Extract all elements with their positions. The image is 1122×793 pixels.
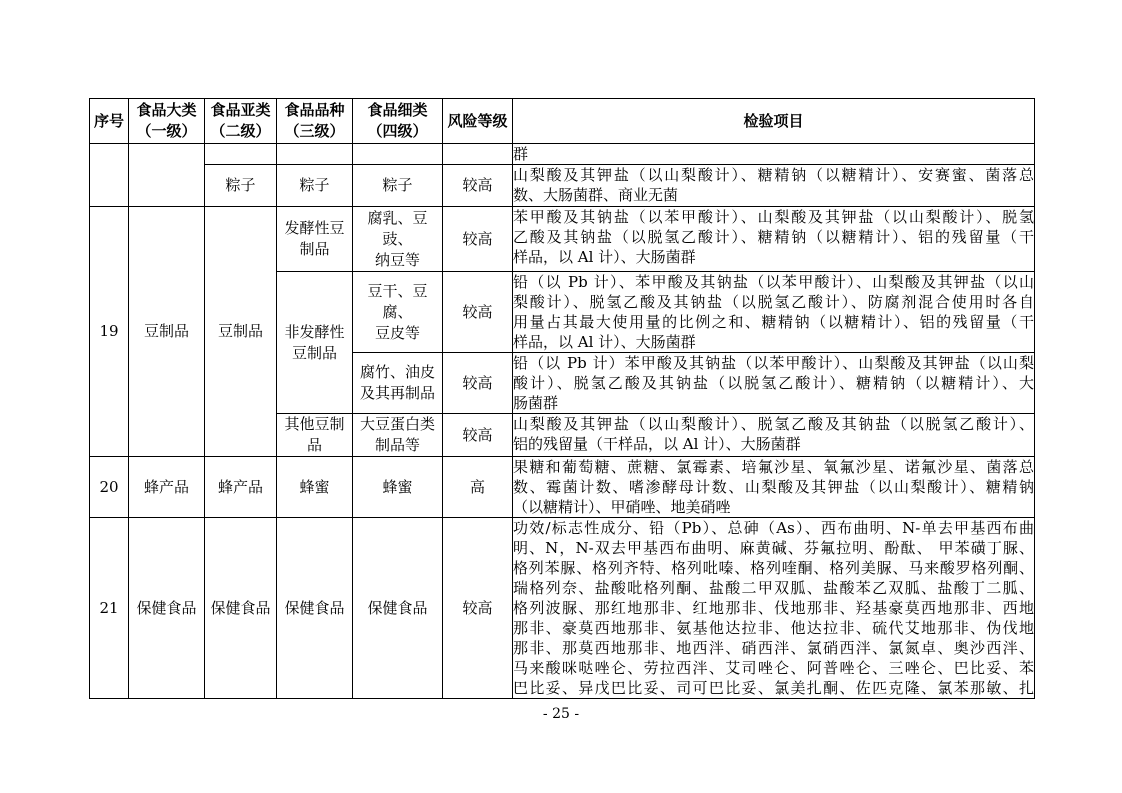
header-category-level1 (129, 99, 205, 144)
header-row (90, 99, 1035, 144)
header-risk-level: 风险等级 (443, 99, 513, 144)
test-line: 巴比妥、异戊巴比妥、司可巴比妥、氯美扎酮、佐匹克隆、氯苯那敏、扎 (513, 679, 1034, 697)
risk-level-cell: 较高 (443, 165, 513, 207)
header-test-items: 检验项目 (513, 99, 1035, 144)
test-line: 山梨酸及其钾盐（以山梨酸计）、糖精钠（以糖精计）、安赛蜜、菌落总 (513, 166, 1034, 184)
category-level2-cell: 保健食品 (205, 518, 277, 699)
test-items-cell (513, 165, 1035, 207)
seq-cell (90, 144, 129, 207)
category-level3-cell: 保健食品 (277, 518, 353, 699)
category-level1-cell (129, 144, 205, 207)
category-level4-cell (353, 353, 443, 414)
cell-line: 纳豆等 (374, 250, 420, 269)
test-line: 肠菌群 (513, 394, 559, 412)
cell-line: 发酵性豆 (284, 219, 345, 237)
category-level2-cell: 豆制品 (205, 207, 277, 457)
food-inspection-table (89, 98, 1035, 699)
test-line: 马来酸咪哒唑仑、劳拉西泮、艾司唑仑、阿普唑仑、三唑仑、巴比妥、苯 (513, 659, 1034, 677)
table-row-zongzi (90, 165, 1035, 207)
category-level3-cell: 粽子 (277, 165, 353, 207)
cell-line: 大豆蛋白类 (359, 415, 435, 433)
header-line: 食品品种 (284, 101, 345, 119)
header-line: 食品亚类 (210, 101, 271, 119)
test-line: 数、大肠菌群、商业无菌 (513, 186, 679, 204)
cell-line: 制品等 (374, 436, 420, 454)
test-line: 铅（以 Pb 计）、苯甲酸及其钠盐（以苯甲酸计）、山梨酸及其钾盐（以山 (513, 273, 1034, 291)
seq-cell: 19 (90, 207, 129, 457)
test-items-cell (513, 414, 1035, 457)
test-items-cell (513, 518, 1035, 699)
risk-level-cell: 较高 (443, 414, 513, 457)
test-items-cell (513, 144, 1035, 165)
category-level1-cell: 蜂产品 (129, 457, 205, 518)
category-level3-cell: 蜂蜜 (277, 457, 353, 518)
test-line: 那非、豪莫西地那非、氨基他达拉非、他达拉非、硫代艾地那非、伪伐地 (513, 619, 1034, 637)
test-line: 苯甲酸及其钠盐（以苯甲酸计）、山梨酸及其钾盐（以山梨酸计）、脱氢 (513, 208, 1034, 226)
cell-line: 制品 (299, 240, 330, 258)
test-line: 数、霉菌计数、嗜渗酵母计数、山梨酸及其钾盐（以山梨酸计）、糖精钠 (513, 478, 1034, 496)
category-level1-cell: 保健食品 (129, 518, 205, 699)
test-line: 果糖和葡萄糖、蔗糖、氯霉素、培氟沙星、氧氟沙星、诺氟沙星、菌落总 (513, 458, 1034, 476)
test-items-cell (513, 457, 1035, 518)
category-level4-cell (353, 207, 443, 272)
header-line: （三级） (284, 122, 345, 140)
category-level3-cell (277, 144, 353, 165)
cell-line: 其他豆制 (284, 415, 345, 433)
risk-level-cell: 较高 (443, 353, 513, 414)
table-row-21 (90, 518, 1035, 699)
cell-line: 豆干、豆腐、 (367, 281, 428, 321)
category-level1-cell: 豆制品 (129, 207, 205, 457)
header-line: （四级） (367, 122, 428, 140)
test-line: 功效/标志性成分、铅（Pb）、总砷（As）、西布曲明、N-单去甲基西布曲 (513, 519, 1034, 537)
category-level2-cell: 粽子 (205, 165, 277, 207)
test-line: 明、N，N-双去甲基西布曲明、麻黄碱、芬氟拉明、酚酞、 甲苯磺丁脲、 (513, 539, 1034, 557)
test-items-cell (513, 272, 1035, 353)
category-level4-cell: 粽子 (353, 165, 443, 207)
header-category-level4 (353, 99, 443, 144)
page-number: - 25 - (542, 706, 580, 722)
test-line: 山梨酸及其钾盐（以山梨酸计）、脱氢乙酸及其钠盐（以脱氢乙酸计）、 (513, 415, 1034, 433)
seq-cell: 20 (90, 457, 129, 518)
test-line: 梨酸计）、脱氢乙酸及其钠盐（以脱氢乙酸计）、防腐剂混合使用时各自 (513, 293, 1034, 311)
cell-line: 腐竹、油皮 (359, 363, 435, 381)
header-line: （一级） (136, 122, 197, 140)
category-level4-cell: 保健食品 (353, 518, 443, 699)
risk-level-cell: 较高 (443, 207, 513, 272)
test-line: 群 (513, 145, 529, 163)
header-category-level3 (277, 99, 353, 144)
test-items-cell (513, 353, 1035, 414)
category-level2-cell (205, 144, 277, 165)
cell-line: 豆皮等 (374, 323, 420, 342)
category-level3-cell (277, 414, 353, 457)
test-line: 那非、那莫西地那非、地西泮、硝西泮、氯硝西泮、氯氮卓、奥沙西泮、 (513, 639, 1034, 657)
category-level4-cell: 蜂蜜 (353, 457, 443, 518)
test-line: 铝的残留量（干样品，以 Al 计）、大肠菌群 (513, 435, 801, 453)
category-level4-cell (353, 144, 443, 165)
cell-line: 非发酵性 (284, 322, 345, 341)
cell-line: 豆制品 (291, 343, 337, 362)
header-seq: 序号 (90, 99, 129, 144)
test-line: 样品，以 Al 计）、大肠菌群 (513, 333, 696, 351)
test-line: 瑞格列奈、盐酸吡格列酮、盐酸二甲双胍、盐酸苯乙双胍、盐酸丁二胍、 (513, 579, 1034, 597)
test-line: 格列苯脲、格列齐特、格列吡嗪、格列喹酮、格列美脲、马来酸罗格列酮、 (513, 559, 1034, 577)
test-line: 乙酸及其钠盐（以脱氢乙酸计）、糖精钠（以糖精计）、铝的残留量（干 (513, 228, 1034, 246)
cell-line: 及其再制品 (359, 384, 435, 402)
risk-level-cell: 高 (443, 457, 513, 518)
table-row-20 (90, 457, 1035, 518)
table-row-19-fermented (90, 207, 1035, 272)
category-level4-cell (353, 272, 443, 353)
seq-cell: 21 (90, 518, 129, 699)
test-line: 酸计）、脱氢乙酸及其钠盐（以脱氢乙酸计）、糖精钠（以糖精计）、大 (513, 374, 1034, 392)
test-line: 样品，以 Al 计）、大肠菌群 (513, 248, 696, 266)
risk-level-cell: 较高 (443, 272, 513, 353)
cell-line: 腐乳、豆豉、 (367, 208, 428, 248)
risk-level-cell (443, 144, 513, 165)
test-items-cell (513, 207, 1035, 272)
test-line: 铅（以 Pb 计）苯甲酸及其钠盐（以苯甲酸计）、山梨酸及其钾盐（以山梨 (513, 354, 1034, 372)
header-line: （二级） (210, 122, 271, 140)
header-category-level2 (205, 99, 277, 144)
header-line: 食品大类 (136, 101, 197, 119)
category-level3-cell (277, 272, 353, 414)
category-level3-cell (277, 207, 353, 272)
cell-line: 品 (306, 436, 322, 454)
category-level4-cell (353, 414, 443, 457)
category-level2-cell: 蜂产品 (205, 457, 277, 518)
table-row-continuation (90, 144, 1035, 165)
header-line: 食品细类 (367, 101, 428, 119)
test-line: 用量占其最大使用量的比例之和、糖精钠（以糖精计）、铝的残留量（干 (513, 313, 1034, 331)
test-line: 格列波脲、那红地那非、红地那非、伐地那非、羟基豪莫西地那非、西地 (513, 599, 1034, 617)
test-line: （以糖精计）、甲硝唑、地美硝唑 (513, 498, 731, 516)
risk-level-cell: 较高 (443, 518, 513, 699)
